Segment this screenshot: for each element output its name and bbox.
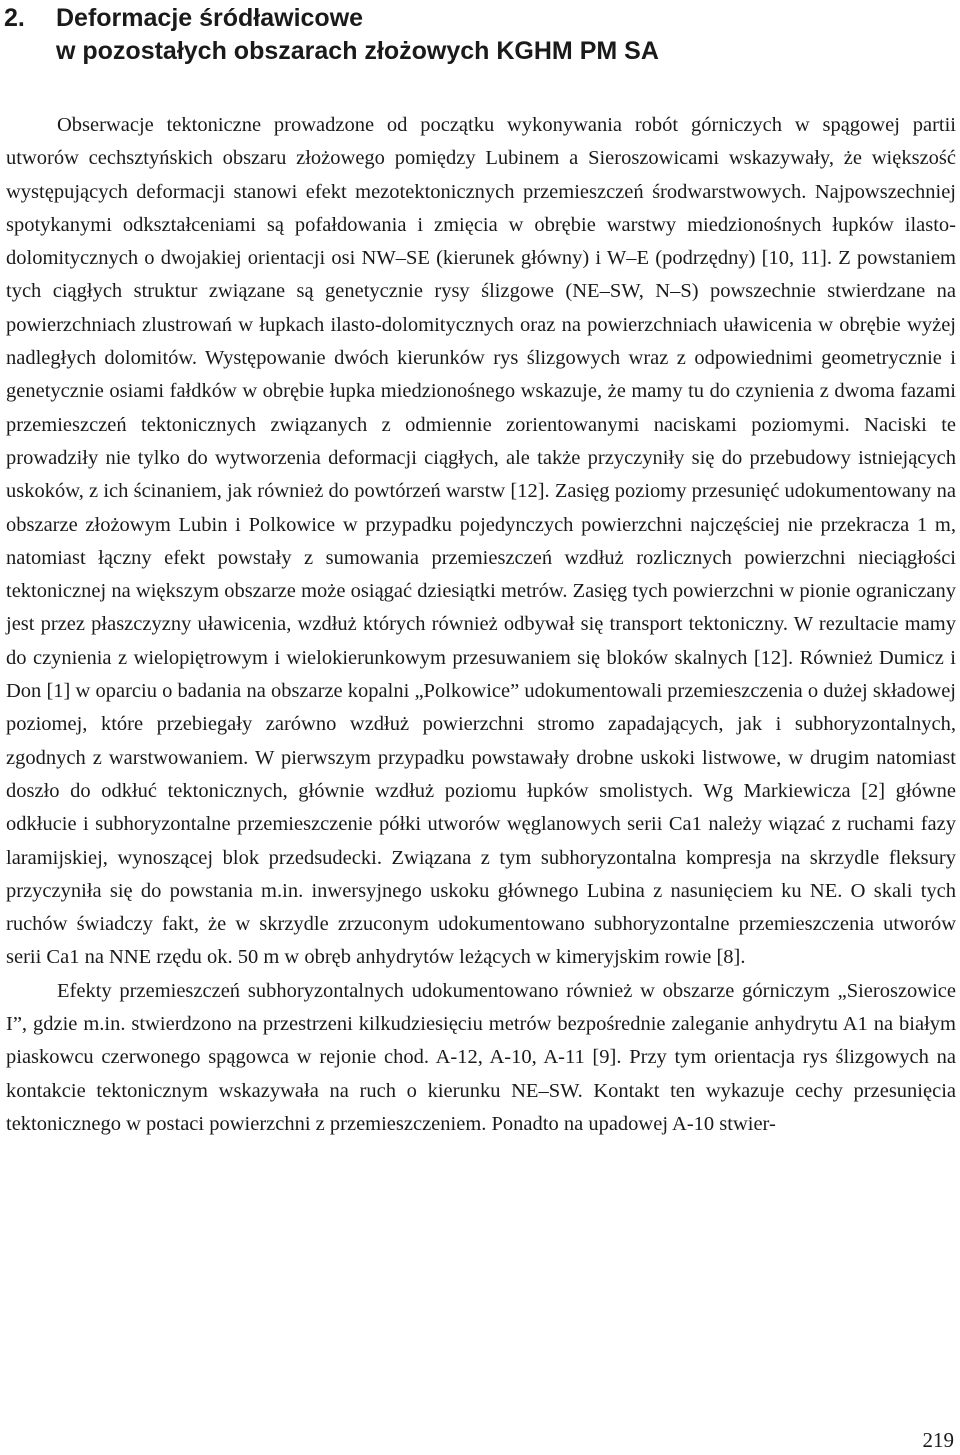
paragraph-1: Obserwacje tektoniczne prowadzone od początku wykonywania robót górniczych w spągowej partii utworów cechsztyńskich obszaru złożowego pomiędzy Lubinem a Sieroszowicami wskazywały, że większość występujących deformacji stanowi efekt mezotektonicznych przemieszczeń środwarstwowych. Najpowszechniej spotykanymi odkształceniami są pofałdowania i zmięcia w obrębie warstwy miedzionośnych łupków ilasto-dolomitycznych o dwojakiej orientacji osi NW–SE (kierunek główny) i W–E (podrzędny) [10, 11]. Z powstaniem tych ciągłych struktur związane są genetycznie rysy ślizgowe (NE–SW, N–S) powszechnie stwierdzane na powierzchniach zlustrowań w łupkach ilasto-dolomitycznych oraz na powierzchniach uławicenia w obrębie wyżej nadległych dolomitów. Występowanie dwóch kierunków rys ślizgowych wraz z odpowiednimi geometrycznie i genetycznie osiami fałdków w obrębie łupka miedzionośnego wskazuje, że mamy tu do czynienia z dwoma fazami przemieszczeń tektonicznych związanych z odmiennie zorientowanymi naciskami poziomymi. Naciski te prowadziły nie tylko do wytworzenia deformacji ciągłych, ale także przyczyniły się do przebudowy istniejących uskoków, z ich ścinaniem, jak również do powtórzeń warstw [12]. Zasięg poziomy przesunięć udokumentowany na obszarze złożowym Lubin i Polkowice w przypadku pojedynczych powierzchni najczęściej nie przekracza 1 m, natomiast łączny efekt powstały z sumowania przemieszczeń wzdłuż rozlicznych powierzchni nieciągłości tektonicznej na większym obszarze może osiągać dziesiątki metrów. Zasięg tych powierzchni w pionie ograniczany jest przez płaszczyzny uławicenia, wzdłuż których również odbywał się transport tektoniczny. W rezultacie mamy do czynienia z wielopiętrowym i wielokierunkowym przesuwaniem się bloków skalnych [12]. Również Dumicz i Don [1] w oparciu o badania na obszarze kopalni „Polkowice” udokumentowali przemieszczenia o dużej składowej poziomej, które przebiegały zarówno wzdłuż powierzchni stromo zapadających, jak i subhoryzontalnych, zgodnych z warstwowaniem. W pierwszym przypadku powstawały drobne uskoki listwowe, w drugim natomiast doszło do odkłuć tektonicznych, głównie wzdłuż poziomu łupków smolistych. Wg Markiewicza [2] główne odkłucie i subhoryzontalne przemieszczenie półki utworów węglanowych serii Ca1 należy wiązać z ruchami fazy laramijskiej, wynoszącej blok przedsudecki. Związana z tym subhoryzontalna kompresja na skrzydle fleksury przyczyniła się do powstania m.in. inwersyjnego uskoku głównego Lubina z nasunięciem ku NE. O skali tych ruchów świadczy fakt, że w skrzydle zrzuconym udokumentowano subhoryzontalne przemieszczenia utworów serii Ca1 na NNE rzędu ok. 50 m w obręb anhydrytów leżących w kimeryjskim rowie [8]. [6, 114, 956, 969]
section-title-line2: w pozostałych obszarach złożowych KGHM PM SA [56, 37, 659, 65]
section-title-line1: Deformacje śródławicowe [56, 4, 364, 32]
body-text [6, 109, 956, 1141]
paragraph-2: Efekty przemieszczeń subhoryzontalnych udokumentowano również w obszarze górniczym „Sieroszowice I”, gdzie m.in. stwierdzono na przestrzeni kilkudziesięciu metrów bezpośrednie zaleganie anhydrytu A1 na białym piaskowcu czerwonego spągowca w rejonie chod. A-12, A-10, A-11 [9]. Przy tym orientacja rys ślizgowych na kontakcie tektonicznym wskazywała na ruch o kierunku NE–SW. Kontakt ten wykazuje cechy przesunięcia tektonicznego w postaci powierzchni z przemieszczeniem. Ponadto na upadowej A-10 stwier- [6, 979, 956, 1135]
page-number: 219 [922, 1428, 954, 1452]
section-number: 2. [4, 4, 25, 32]
